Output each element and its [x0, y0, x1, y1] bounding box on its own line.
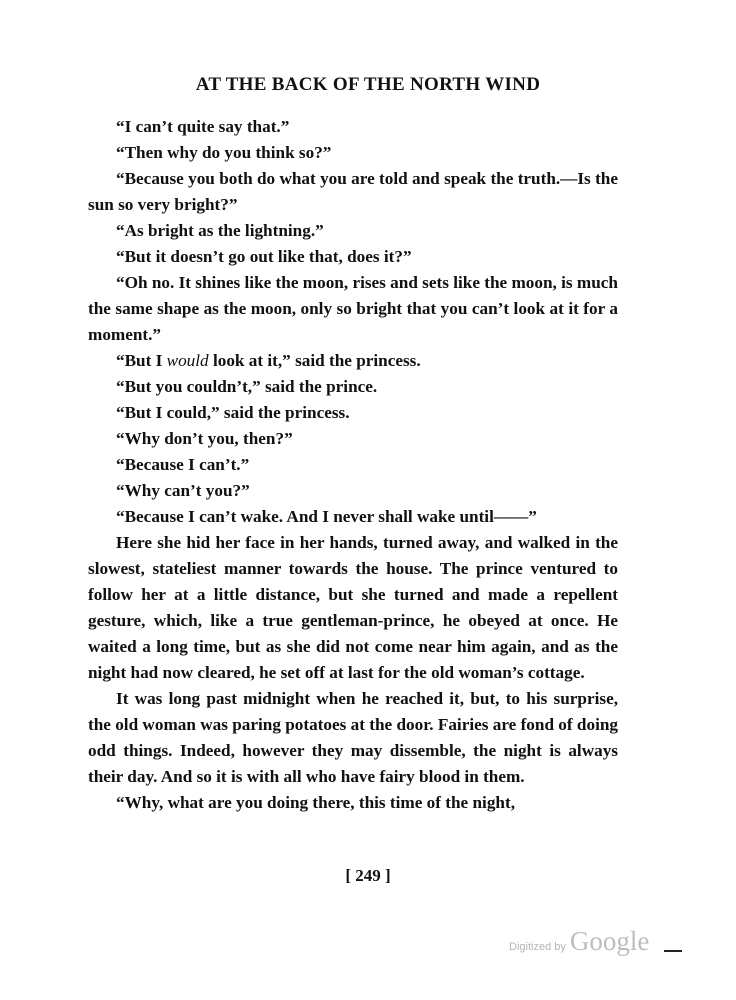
watermark-brand-logo: Google	[569, 926, 650, 956]
paragraph: “Why, what are you doing there, this time of the night,	[116, 793, 515, 812]
running-title: AT THE BACK OF THE NORTH WIND	[195, 74, 541, 95]
paragraph: “Why don’t you, then?”	[116, 429, 293, 448]
paragraph: Here she hid her face in her hands, turned away, and walked in the slowest, stateliest manner towards the house. The prince ventured to follow her at a little distance, but she turned and made a repellent gesture, which, like a true gentleman-prince, he obeyed at once. He waited a long time, but as she did not come near him again, and as the night had now cleared, he set off at last for the old woman’s cottage.	[88, 533, 618, 682]
body-text	[88, 114, 618, 816]
paragraph: “I can’t quite say that.”	[116, 117, 290, 136]
paragraph: “But I would look at it,” said the princess.	[116, 351, 421, 370]
page-edge-mark	[664, 950, 682, 952]
paragraph: “Because you both do what you are told and speak the truth.—Is the sun so very bright?”	[88, 169, 618, 214]
paragraph: “But you couldn’t,” said the prince.	[116, 377, 378, 396]
paragraph: “Oh no. It shines like the moon, rises and sets like the moon, is much the same shape as the moon, only so bright that you can’t look at it for a moment.”	[88, 273, 618, 344]
paragraph: “Because I can’t wake. And I never shall wake until——”	[116, 507, 537, 526]
digitization-watermark	[509, 926, 649, 957]
paragraph: It was long past midnight when he reached it, but, to his surprise, the old woman was paring potatoes at the door. Fairies are fond of doing odd things. Indeed, however they may dissemble, the night is always their day. And so it is with all who have fairy blood in them.	[88, 689, 618, 786]
paragraph: “But it doesn’t go out like that, does it?”	[116, 247, 412, 266]
paragraph: “Then why do you think so?”	[116, 143, 332, 162]
emphasized-word: would	[166, 351, 209, 370]
page-number: [ 249 ]	[345, 866, 391, 885]
paragraph: “As bright as the lightning.”	[116, 221, 324, 240]
paragraph: “Why can’t you?”	[116, 481, 250, 500]
watermark-prefix: Digitized by	[509, 941, 566, 953]
paragraph: “But I could,” said the princess.	[116, 403, 350, 422]
paragraph: “Because I can’t.”	[116, 455, 250, 474]
